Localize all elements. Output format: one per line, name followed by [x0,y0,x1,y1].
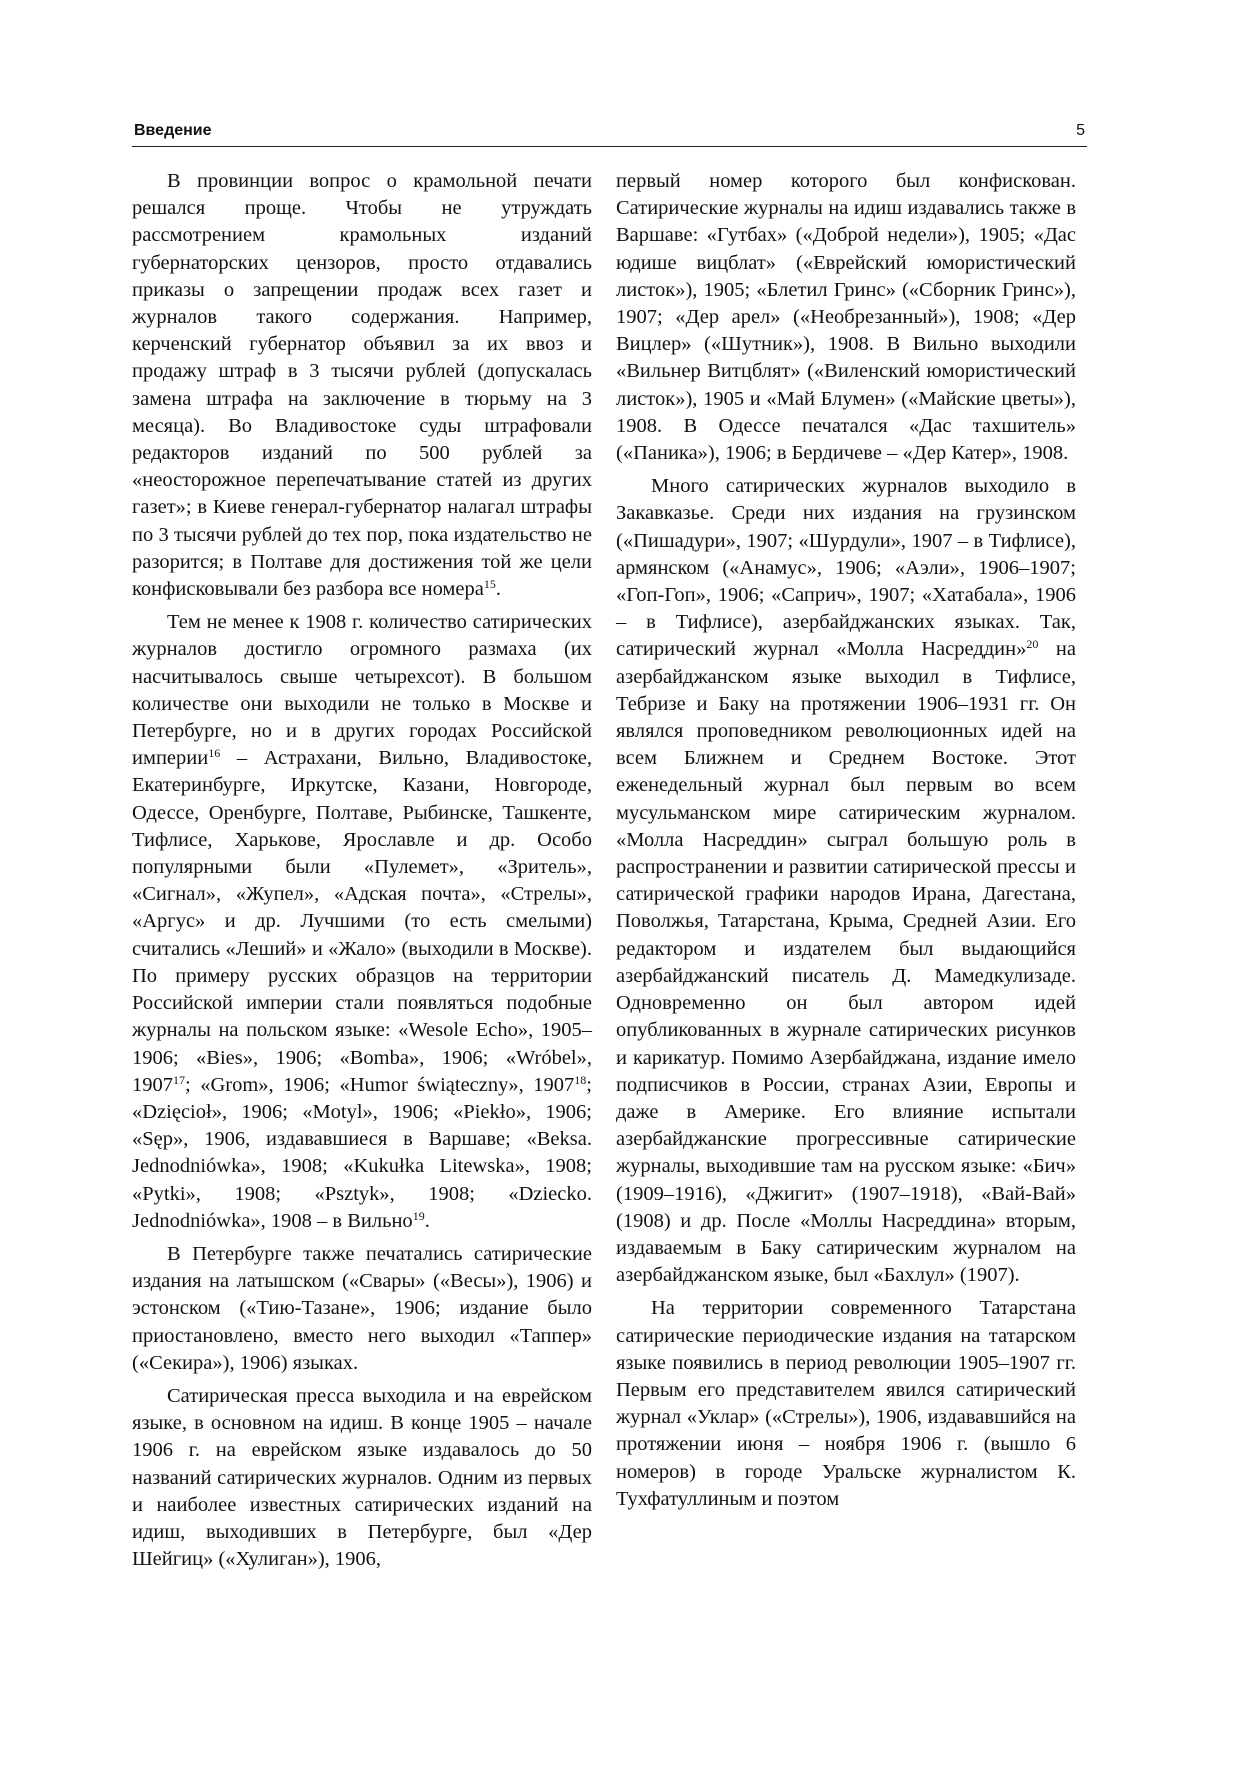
paragraph-petersburg: В Петербурге также печатались сатирические издания на латышском («Свары» («Весы»), 1906) и эстонском («Тию-Тазане», 1906; издание было приостановлено, вместо него выходил «Таппер» («Секира»), 1906) языках. [132,1242,592,1374]
footnote-ref: 17 [173,1072,185,1087]
paragraph-transcaucasia: Много сатирических журналов выходило в Закавказье. Среди них издания на грузинском («Пишадури», 1907; «Шурдули», 1907 – в Тифлисе), армянском («Анамус», 1906; «Аэли», 1906–1907; «Гоп-Гоп», 1906; «Саприч», 1907; «Хатабала», 1906 – в Тифлисе), азербайджанских языках. Так, сатирический журнал «Молла Насреддин»$^{20}$ на азербайджанском языке выходил в Тифлисе, Тебризе и Баку на протяжении 1906–1931 гг. Он являлся проповедником революционных идей на всем Ближнем и Среднем Востоке. Этот еженедельный журнал был первым во всем мусульманском мире сатирическим журналом. «Молла Насреддин» сыграл большую роль в распространении и развитии сатирической прессы и сатирической графики народов Ирана, Дагестана, Поволжья, Татарстана, Крыма, Средней Азии. Его редактором и издателем был выдающийся азербайджанский писатель Д. Мамедкулизаде. Одновременно он был автором идей опубликованных в журнале сатирических рисунков и карикатур. Помимо Азербайджана, издание имело подписчиков в России, странах Азии, Европы и даже в Америке. Его влияние испытали азербайджанские прогрессивные сатирические журналы, выходившие там на русском языке: «Бич» (1909–1916), «Джигит» (1907–1918), «Вай-Вай» (1908) и др. После «Моллы Насреддина» вторым, издаваемым в Баку сатирическим журналом на азербайджанском языке, был «Бахлул» (1907). [616,475,1076,1287]
paragraph-provinces: В провинции вопрос о крамольной печати решался проще. Чтобы не утруждать рассмотрением крамольных изданий губернаторских цензоров, просто отдавались приказы о запрещении продаж всех газет и журналов такого содержания. Например, керченский губернатор объявил за их ввоз и продажу штраф в 3 тысячи рублей (допускалась замена штрафа на заключение в тюрьму на 3 месяца). Во Владивостоке суды штрафовали редакторов изданий по 500 рублей за «неосторожное перепечатывание статей из других газет»; в Киеве генерал-губернатор налагал штрафы по 3 тысячи рублей до тех пор, пока издательство не разорится; в Полтаве для достижения той же цели конфисковывали без разбора все номера$^{15}$. [132,170,592,601]
paragraph-yiddish: Сатирическая пресса выходила и на еврейском языке, в основном на идиш. В конце 1905 – начале 1906 г. на еврейском языке издавалось до 50 названий сатирических журналов. Одним из первых и наиболее известных сатирических изданий на идиш, выходивших в Петербурге, был «Дер Шейгиц» («Хулиган»), 1906, [132,1384,592,1571]
right-column [616,168,1076,1513]
left-column [132,168,592,1573]
footnote-ref: 15 [483,577,496,592]
footnote-ref: 19 [412,1208,425,1223]
footnote-ref: 16 [208,746,221,761]
page-number: 5 [1076,122,1085,139]
running-header [132,120,1087,147]
paragraph-1908-journals: Тем не менее к 1908 г. количество сатирических журналов достигло огромного размаха (их насчитывалось свыше четырехсот). В большом количестве они выходили не только в Москве и Петербурге, но и в других городах Российской империи$^{16}$ – Астрахани, Вильно, Владивостоке, Екатеринбурге, Иркутске, Казани, Новгороде, Одессе, Оренбурге, Полтаве, Рыбинске, Ташкенте, Тифлисе, Харькове, Ярославле и др. Особо популярными были «Пулемет», «Зритель», «Сигнал», «Жупел», «Адская почта», «Стрелы», «Аргус» и др. Лучшими (то есть смелыми) считались «Леший» и «Жало» (выходили в Москве). По примеру русских образцов на территории Российской империи стали появляться подобные журналы на польском языке: «Wesole Echo», 1905–1906; «Bies», 1906; «Bomba», 1906; «Wróbel», 1907$^{17}$; «Grom», 1906; «Humor świąteczny», 1907$^{18}$; «Dzięcioł», 1906; «Motyl», 1906; «Piekło», 1906; «Sęp», 1906, издававшиеся в Варшаве; «Beksa. Jednodniówka», 1908; «Kukułka Litewska», 1908; «Pytki», 1908; «Psztyk», 1908; «Dziecko. Jednodniówka», 1908 – в Вильно$^{19}$. [132,611,592,1232]
section-title: Введение [134,122,212,139]
paragraph-tatarstan: На территории современного Татарстана сатирические периодические издания на татарском языке появились в период революции 1905–1907 гг. Первым его представителем явился сатирический журнал «Уклар» («Стрелы»), 1906, издававшийся на протяжении июня – ноября 1906 г. (вышло 6 номеров) в городе Уральске журналистом К. Тухфатуллиным и поэтом [616,1297,1076,1510]
paragraph-yiddish-continued: первый номер которого был конфискован. Сатирические журналы на идиш издавались также в Варшаве: «Гутбах» («Доброй недели»), 1905; «Дас юдише вицблат» («Еврейский юмористический листок»), 1905; «Блетил Гринс» («Сборник Гринс»), 1907; «Дер арел» («Необрезанный»), 1908; «Дер Вицлер» («Шутник»), 1908. В Вильно выходили «Вильнер Витцблят» («Виленский юмористический листок»), 1905 и «Май Блумен» («Майские цветы»), 1908. В Одессе печатался «Дас тахшитель» («Паника»), 1906; в Бердичеве – «Дер Катер», 1908. [616,170,1076,465]
footnote-ref: 20 [1026,637,1039,652]
footnote-ref: 18 [574,1072,587,1087]
